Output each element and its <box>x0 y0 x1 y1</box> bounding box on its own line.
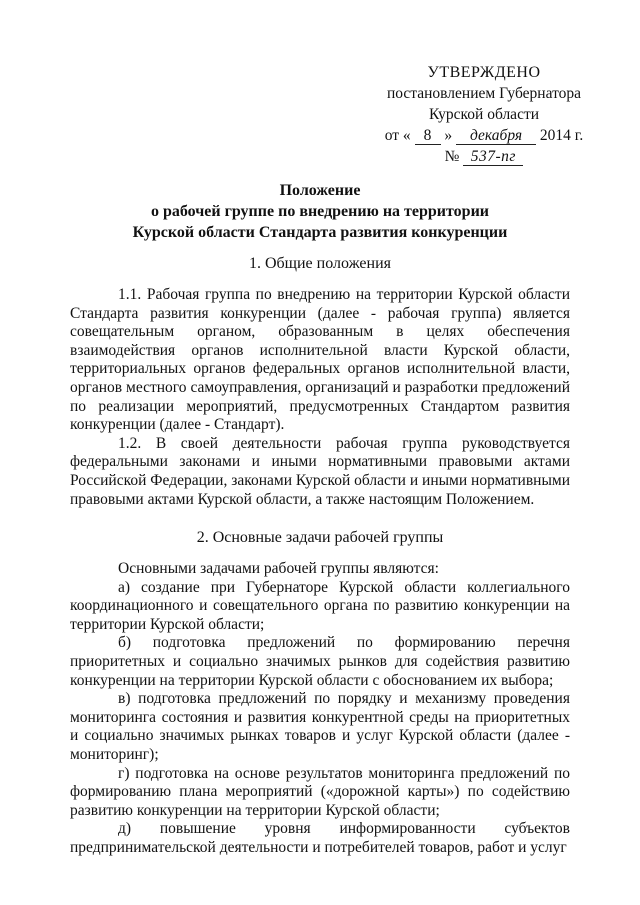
approval-line-2: Курской области <box>428 106 540 123</box>
number-prefix: № <box>444 148 460 165</box>
paragraph-1-2: 1.2. В своей деятельности рабочая группа руководствуется федеральными законами и иными нормативными правовыми актами Российской Федерации, законами Курской области и иными нормативными правовыми актами Курской области, а также настоящим Положением. <box>70 434 570 508</box>
section-2-heading: 2. Основные задачи рабочей группы <box>196 529 444 546</box>
paragraph-2-b: б) подготовка предложений по формированию перечня приоритетных и социально значимых рынков для содействия развитию конкуренции на территории Курской области с обоснованием их выбора; <box>70 634 570 689</box>
date-separator: » <box>444 127 453 144</box>
section-2-body <box>70 560 570 858</box>
document-title <box>60 180 580 243</box>
date-year: 2014 г. <box>539 127 584 144</box>
approval-date <box>384 125 584 146</box>
approval-stamp <box>384 62 584 167</box>
document-title-line-2: о рабочей группе по внедрению на территории <box>150 203 489 220</box>
date-month: декабря <box>456 128 536 145</box>
paragraph-1-1: 1.1. Рабочая группа по внедрению на территории Курской области Стандарта развития конкуренции (далее - рабочая группа) является совещательным органом, образованным в целях обеспечения взаимодействия органов исполнительной власти Курской области, территориальных органов федеральных органов исполнительной власти, органов местного самоуправления, организаций и разработки предложений по реализации мероприятий, предусмотренных Стандартом развития конкуренции (далее - Стандарт). <box>70 286 570 434</box>
approval-number <box>384 146 584 167</box>
date-day: 8 <box>415 128 441 145</box>
date-prefix: от « <box>384 127 411 144</box>
document-title-line-3: Курской области Стандарта развития конкуренции <box>132 224 508 241</box>
section-1-body <box>70 286 570 509</box>
paragraph-2-d: г) подготовка на основе результатов мониторинга предложений по формированию плана мероприятий («дорожной карты») по содействию развитию конкуренции на территории Курской области; <box>70 764 570 819</box>
approval-title: УТВЕРЖДЕНО <box>427 64 541 81</box>
paragraph-2-c: в) подготовка предложений по порядку и механизму проведения мониторинга состояния и развития конкурентной среды на приоритетных и социально значимых рынках товаров и услуг Курской области (далее - мониторинг); <box>70 690 570 763</box>
approval-line-1: постановлением Губернатора <box>386 85 582 102</box>
paragraph-2-e: д) повышение уровня информированности субъектов предпринимательской деятельности и потребителей товаров, работ и услуг <box>70 820 570 856</box>
section-1-heading: 1. Общие положения <box>248 255 392 272</box>
number-value: 537-пг <box>463 149 523 166</box>
paragraph-2-a: а) создание при Губернаторе Курской области коллегиального координационного и совещательного органа по развитию конкуренции на территории Курской области; <box>70 578 570 633</box>
document-title-line-1: Положение <box>279 182 361 199</box>
paragraph-2-intro: Основными задачами рабочей группы являются: <box>118 560 439 577</box>
